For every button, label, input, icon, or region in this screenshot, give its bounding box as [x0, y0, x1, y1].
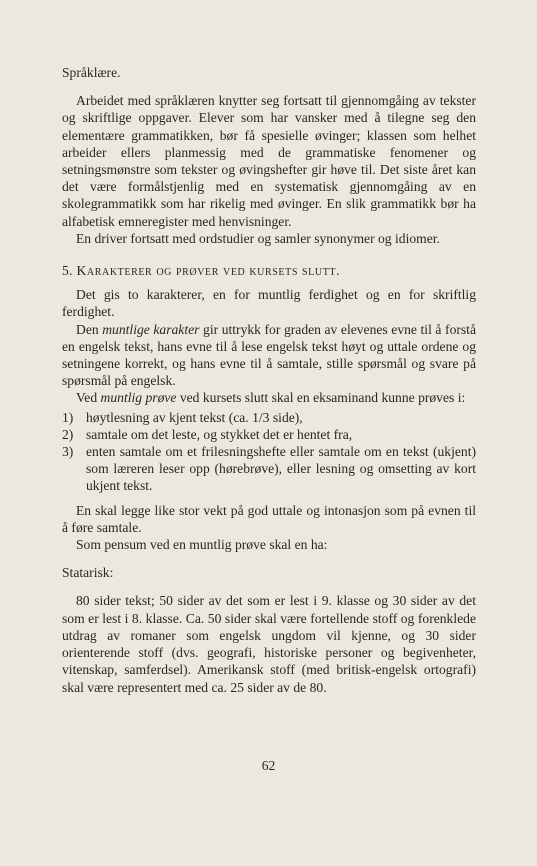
list-item-number: 2) [62, 426, 74, 442]
list-item-text: enten samtale om et frilesningshefte eller samtale om en tekst (ukjent) som læreren leser opp (hørebrøve), eller lesning og omsetting av kort ukjent tekst. [86, 444, 476, 494]
paragraph-grammar: Arbeidet med språklæren knytter seg fortsatt til gjennomgåing av tekster og skriftlige oppgaver. Elever som har vansker med å tilegne seg den elementære grammatikken, bør få spesielle øvinger; klassen som helhet arbeider ellers planmessig med de grammatiske fenomener og setningsmønstre som tekster og øvingshefter gir høve til. Det siste året kan det være formålstjenlig med en systematisk gjennomgåing av en skolegrammatikk som har rikelig med øvinger. En slik grammatikk bør ha alfabetisk emneregister med henvisninger. [62, 93, 476, 229]
paragraph-vocabulary: En driver fortsatt med ordstudier og samler synonymer og idiomer. [76, 230, 440, 246]
list-item [62, 443, 476, 495]
list-item-text: høytlesning av kjent tekst (ca. 1/3 side), [86, 409, 303, 425]
section-heading [62, 262, 476, 279]
emphasis-oral-exam: muntlig prøve [100, 390, 177, 406]
list-item [62, 426, 476, 443]
list-item-number: 1) [62, 409, 74, 425]
paragraph-statarisk: 80 sider tekst; 50 sider av det som er lest i 9. klasse og 30 sider av det som er lest i 8. klasse. Ca. 50 sider skal være fortellende stoff og forenklede utdrag av romaner som engelsk ungdom vil kjenne, og 30 sider orienterende stoff (dvs. geografi, historiske personer og begivenheter, vitenskap, samferdsel). Amerikansk stoff (med britisk-engelsk ortografi) skal være representert med ca. 25 sider av de 80. [62, 593, 476, 695]
paragraph-weight: En skal legge like stor vekt på god uttale og intonasjon som på evnen til å føre samtale. [62, 502, 476, 535]
list-item-text: samtale om det leste, og stykket det er hentet fra, [86, 426, 353, 442]
list-item-number: 3) [62, 444, 74, 460]
page-body [62, 64, 476, 696]
list-item [62, 409, 476, 426]
paragraph-grades: Det gis to karakterer, en for muntlig ferdighet og en for skriftlig ferdighet. [62, 287, 476, 320]
section-title: Karakterer og prøver ved kursets slutt. [76, 263, 341, 279]
section-number: 5. [62, 263, 73, 279]
text-run: gir uttrykk for graden av elevenes evne til å forstå en engelsk tekst, hans evne til å lese engelsk tekst høyt og uttale ordene og setningene korrekt, og hans evne til å samtale, stille spørsmål og svare på spørsmål på engelsk. [62, 321, 476, 389]
subsection-heading: Språklære. [62, 65, 121, 80]
text-run: Ved [76, 390, 98, 406]
exam-item-list [62, 409, 476, 495]
paragraph-pensum: Som pensum ved en muntlig prøve skal en ha: [76, 537, 328, 553]
text-run: ved kursets slutt skal en eksaminand kunne prøves i: [179, 390, 466, 406]
emphasis-oral-grade: muntlige karakter [102, 321, 200, 337]
statarisk-label: Statarisk: [62, 565, 114, 581]
paragraph-oral-exam [62, 389, 476, 406]
paragraph-oral-grade [62, 321, 476, 390]
page-number: 62 [261, 758, 276, 773]
text-run: Den [76, 321, 99, 337]
